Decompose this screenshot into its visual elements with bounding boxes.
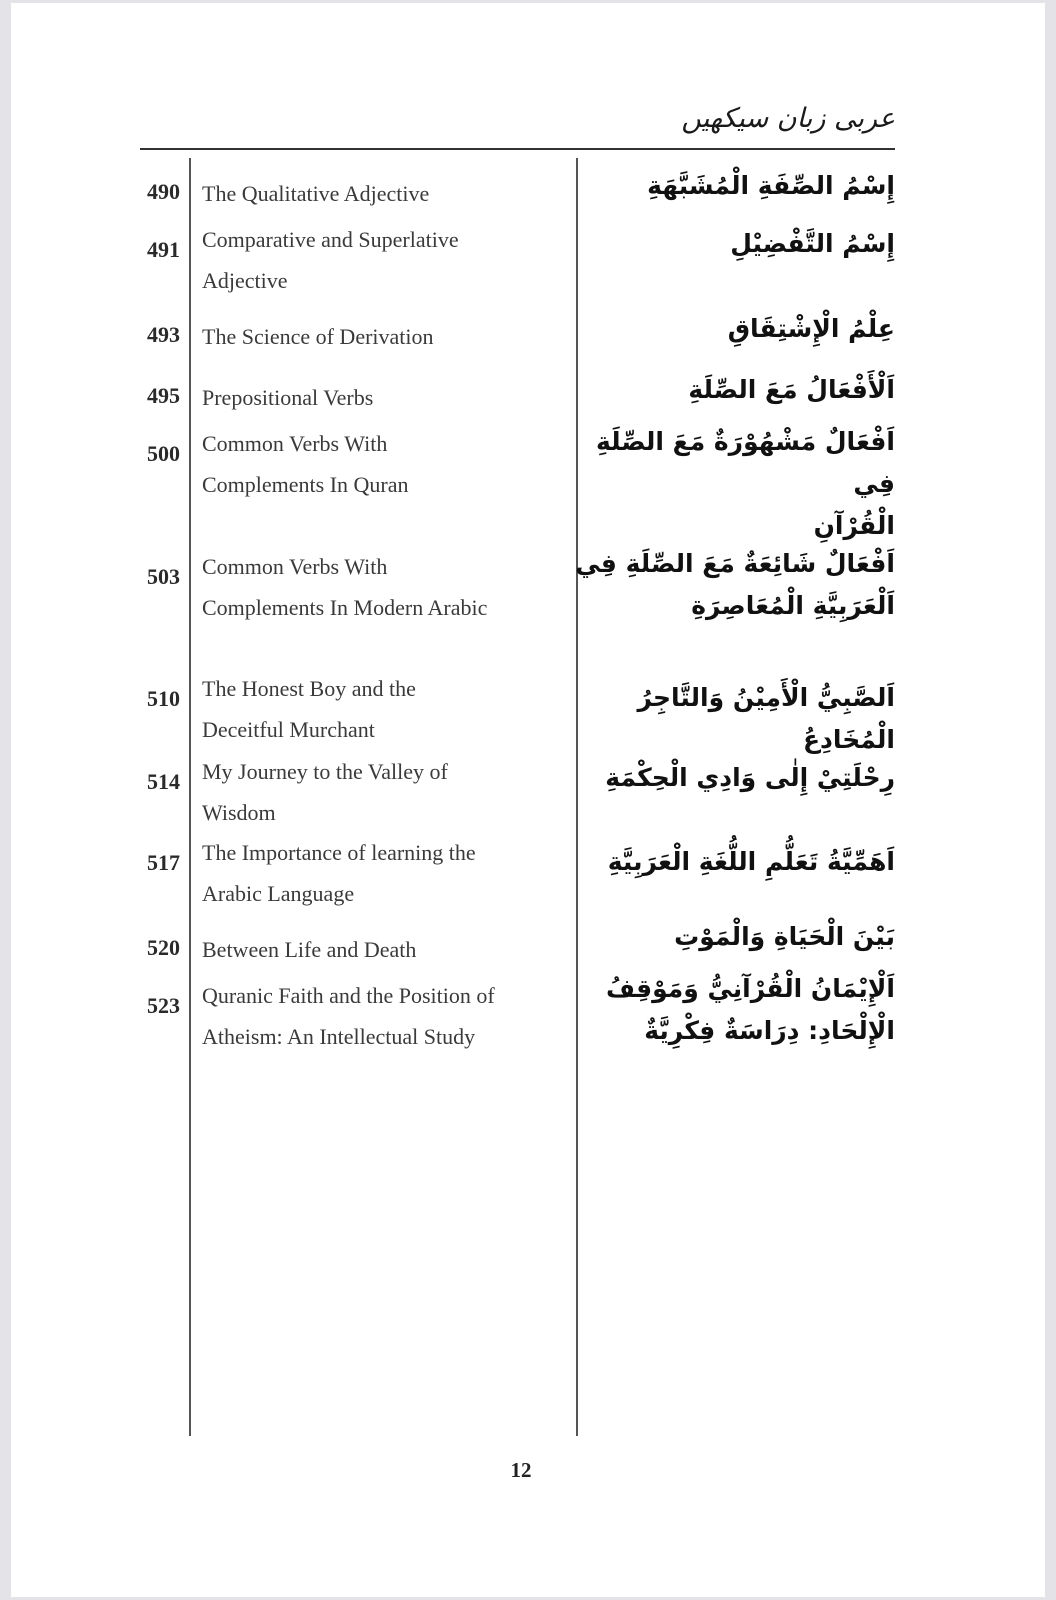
page-number: 12 <box>510 1458 532 1482</box>
toc-english-title <box>202 975 562 1057</box>
toc-english-line: Common Verbs With <box>202 431 388 456</box>
toc-english-line: Complements In Quran <box>202 472 409 497</box>
column-divider-left <box>189 158 191 1436</box>
toc-arabic-line: بَيْنَ الْحَيَاةِ وَالْمَوْتِ <box>674 922 895 951</box>
toc-english-line: My Journey to the Valley of <box>202 759 448 784</box>
toc-page-number: 514 <box>147 769 180 794</box>
toc-english-line: Atheism: An Intellectual Study <box>202 1024 476 1049</box>
toc-arabic-line: اَلْإِيْمَانُ الْقُرْآنِيُّ وَمَوْقِفُ <box>605 974 895 1003</box>
toc-arabic-line: اَفْعَالٌ شَائِعَةٌ مَعَ الصِّلَةِ فِي <box>575 549 895 578</box>
toc-page-number: 510 <box>147 686 180 711</box>
toc-arabic-title <box>575 968 895 1052</box>
toc-page-number: 500 <box>147 441 180 466</box>
toc-english-line: Complements In Modern Arabic <box>202 595 488 620</box>
toc-page-number: 490 <box>147 179 180 204</box>
toc-arabic-line: رِحْلَتِيْ إِلٰى وَادِي الْحِكْمَةِ <box>605 763 895 792</box>
toc-arabic-title <box>575 757 895 799</box>
toc-page-number: 493 <box>147 322 180 347</box>
toc-english-title <box>202 377 562 418</box>
toc-arabic-line: اَلْعَرَبِيَّةِ الْمُعَاصِرَةِ <box>691 591 895 620</box>
toc-arabic-title <box>575 543 895 627</box>
toc-arabic-title <box>575 421 895 547</box>
toc-arabic-line: الْإِلْحَادِ: دِرَاسَةٌ فِكْرِيَّةٌ <box>644 1016 895 1045</box>
toc-page-number: 491 <box>147 237 180 262</box>
toc-arabic-line: اَلْأَفْعَالُ مَعَ الصِّلَةِ <box>688 375 895 404</box>
running-head-title: عربی زبان سیکھیں <box>681 103 895 134</box>
toc-arabic-title <box>575 677 895 761</box>
toc-english-line: The Honest Boy and the <box>202 676 416 701</box>
toc-arabic-line: إِسْمُ الصِّفَةِ الْمُشَبَّهَةِ <box>647 171 895 200</box>
toc-arabic-title <box>575 841 895 883</box>
toc-english-title <box>202 668 562 750</box>
toc-english-line: The Science of Derivation <box>202 324 434 349</box>
book-page <box>11 3 1045 1597</box>
toc-arabic-line: إِسْمُ التَّفْضِيْلِ <box>730 229 895 258</box>
toc-english-title <box>202 832 562 914</box>
toc-english-line: Arabic Language <box>202 881 355 906</box>
toc-arabic-title <box>575 165 895 207</box>
toc-page-number: 503 <box>147 564 180 589</box>
toc-arabic-title <box>575 369 895 411</box>
toc-page-number: 517 <box>147 850 180 875</box>
toc-english-line: Quranic Faith and the Position of <box>202 983 495 1008</box>
toc-english-line: Wisdom <box>202 800 276 825</box>
toc-arabic-title <box>575 308 895 350</box>
toc-english-line: Comparative and Superlative <box>202 227 459 252</box>
toc-english-line: Prepositional Verbs <box>202 385 374 410</box>
toc-english-line: Between Life and Death <box>202 937 417 962</box>
toc-arabic-line: اَفْعَالٌ مَشْهُوْرَةٌ مَعَ الصِّلَةِ فِي <box>596 427 895 498</box>
toc-page-number: 523 <box>147 993 180 1018</box>
toc-english-line: The Qualitative Adjective <box>202 181 430 206</box>
toc-arabic-title <box>575 916 895 958</box>
toc-arabic-line: اَهَمِّيَّةُ تَعَلُّمِ اللُّغَةِ الْعَرَبِيَّةِ <box>607 847 895 876</box>
toc-english-title <box>202 929 562 970</box>
toc-english-line: Deceitful Murchant <box>202 717 375 742</box>
toc-english-title <box>202 751 562 833</box>
toc-english-title <box>202 423 562 505</box>
toc-arabic-line: الْقُرْآنِ <box>813 511 895 540</box>
header-rule <box>140 148 895 150</box>
toc-english-line: Adjective <box>202 268 288 293</box>
toc-english-line: The Importance of learning the <box>202 840 476 865</box>
toc-arabic-line: اَلصَّبِيُّ الْأَمِيْنُ وَالتَّاجِرُ الْمُخَادِعُ <box>637 683 895 754</box>
toc-page-number: 520 <box>147 935 180 960</box>
toc-english-title <box>202 173 562 214</box>
toc-english-line: Common Verbs With <box>202 554 388 579</box>
toc-english-title <box>202 316 562 357</box>
toc-arabic-line: عِلْمُ الْإِشْتِقَاقِ <box>727 314 895 343</box>
toc-page-number: 495 <box>147 383 180 408</box>
toc-arabic-title <box>575 223 895 265</box>
toc-english-title <box>202 546 562 628</box>
toc-english-title <box>202 219 562 301</box>
